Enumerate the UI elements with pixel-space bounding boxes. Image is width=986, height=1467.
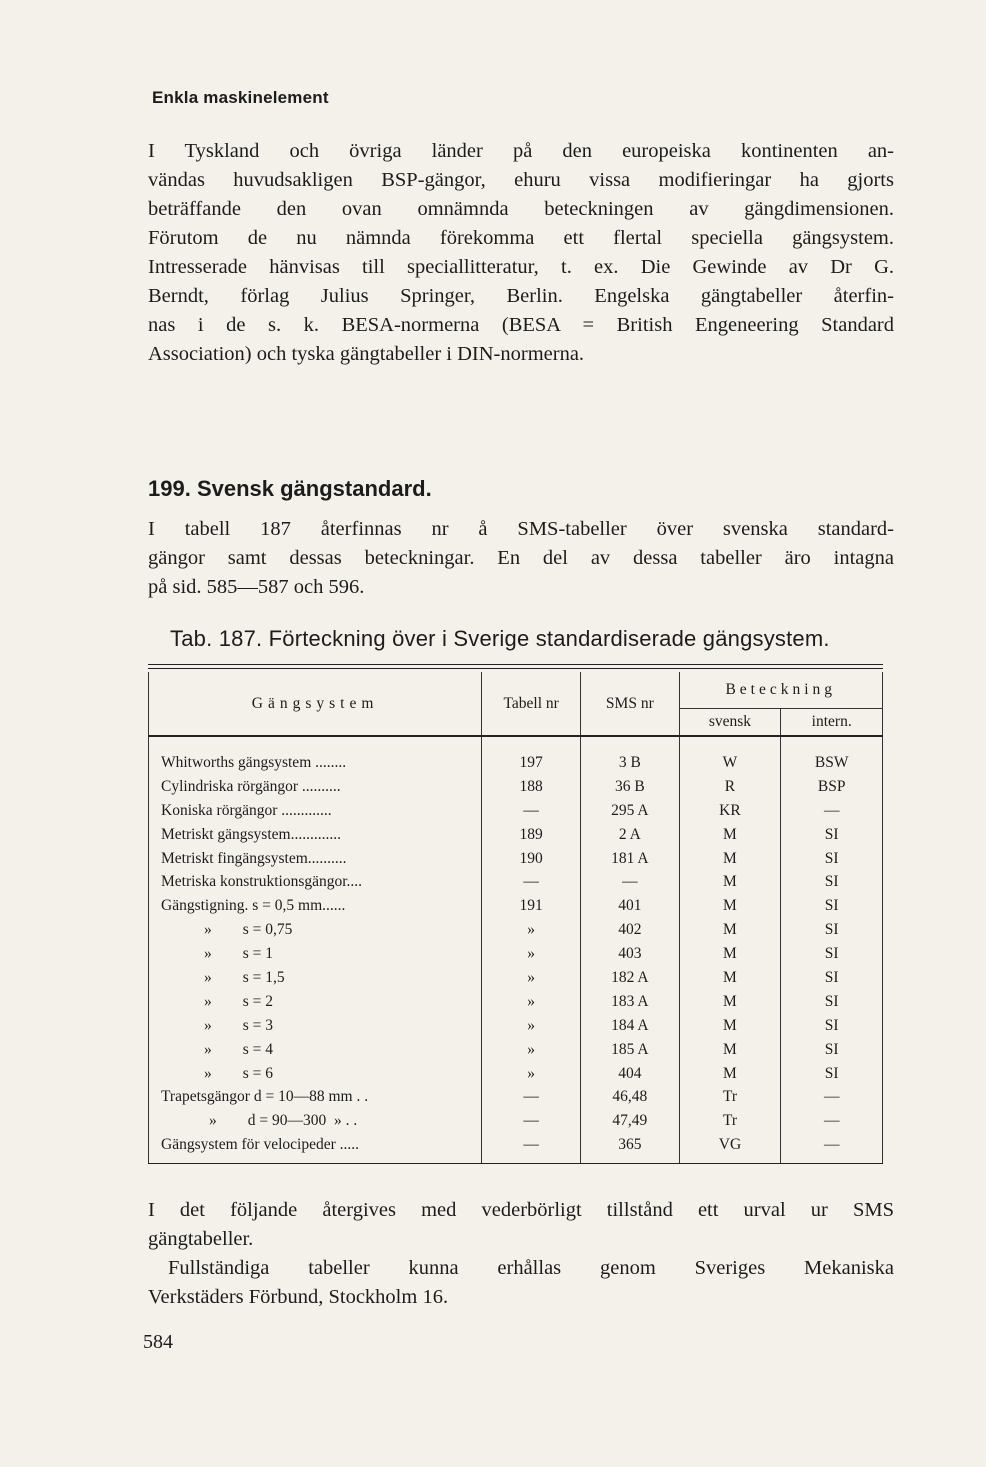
cell-sms: 2 A	[581, 823, 679, 847]
cell-svensk: M	[679, 823, 781, 847]
section-title: Svensk gängstandard.	[196, 476, 432, 501]
cell-svensk: M	[679, 847, 781, 871]
text-line: Berndt, förlag Julius Springer, Berlin. Engelska gängtabeller återfin-	[148, 285, 894, 307]
cell-intern: SI	[781, 1038, 883, 1062]
cell-sms: 46,48	[581, 1085, 679, 1109]
text-line: Fullständiga tabeller kunna erhållas genom Sveriges Mekaniska	[168, 1257, 894, 1279]
cell-tabell: —	[482, 799, 581, 823]
page-number: 584	[143, 1331, 173, 1353]
table-row	[149, 918, 883, 942]
header-sms: SMS nr	[581, 672, 679, 736]
cell-intern: SI	[781, 894, 883, 918]
cell-tabell: 188	[482, 775, 581, 799]
cell-svensk: M	[679, 1038, 781, 1062]
text-line: vändas huvudsakligen BSP-gängor, ehuru vissa modifieringar ha gjorts	[148, 169, 894, 191]
table-row	[149, 1014, 883, 1038]
text-line: Förutom de nu nämnda förekomma ett flertal speciella gängsystem.	[148, 227, 894, 249]
cell-tabell: 191	[482, 894, 581, 918]
section-paragraph	[148, 515, 894, 602]
text-line: nas i de s. k. BESA-normerna (BESA = British Engeneering Standard	[148, 314, 894, 336]
cell-sms: 295 A	[581, 799, 679, 823]
cell-svensk: M	[679, 1014, 781, 1038]
cell-intern: SI	[781, 966, 883, 990]
header-svensk: svensk	[679, 709, 781, 737]
running-header: Enkla maskinelement	[152, 88, 329, 107]
table-row	[149, 1085, 883, 1109]
cell-svensk: M	[679, 870, 781, 894]
text-line: gängtabeller.	[148, 1228, 254, 1250]
cell-svensk: M	[679, 966, 781, 990]
table-row	[149, 942, 883, 966]
header-intern: intern.	[781, 709, 883, 737]
cell-svensk: M	[679, 1062, 781, 1086]
cell-system: Gängstigning. s = 0,5 mm......	[149, 894, 482, 918]
cell-sms: 403	[581, 942, 679, 966]
table-row	[149, 894, 883, 918]
table-row	[149, 736, 883, 775]
cell-sms: 402	[581, 918, 679, 942]
cell-svensk: M	[679, 894, 781, 918]
text-line: Intresserade hänvisas till speciallitteratur, t. ex. Die Gewinde av Dr G.	[148, 256, 894, 278]
text-line: I tabell 187 återfinnas nr å SMS-tabeller över svenska standard-	[148, 518, 894, 540]
cell-tabell: »	[482, 942, 581, 966]
cell-tabell: 197	[482, 736, 581, 775]
cell-svensk: W	[679, 736, 781, 775]
thread-system-table	[148, 672, 883, 1164]
table-row	[149, 799, 883, 823]
cell-svensk: VG	[679, 1133, 781, 1163]
table-top-rule	[148, 668, 883, 669]
text-line: på sid. 585—587 och 596.	[148, 576, 365, 598]
header-beteckning: Beteckning	[679, 672, 882, 709]
cell-system: » s = 4	[149, 1038, 482, 1062]
cell-system: Metriska konstruktionsgängor....	[149, 870, 482, 894]
cell-tabell: —	[482, 1133, 581, 1163]
section-heading	[148, 476, 432, 502]
cell-sms: 401	[581, 894, 679, 918]
cell-sms: —	[581, 870, 679, 894]
table-row	[149, 823, 883, 847]
cell-sms: 3 B	[581, 736, 679, 775]
cell-svensk: R	[679, 775, 781, 799]
cell-system: » s = 2	[149, 990, 482, 1014]
cell-sms: 404	[581, 1062, 679, 1086]
text-line: I Tyskland och övriga länder på den europeiska kontinenten an-	[148, 140, 894, 162]
table-top-rule	[148, 664, 883, 665]
cell-sms: 365	[581, 1133, 679, 1163]
text-line: I det följande återgives med vederbörligt tillstånd ett urval ur SMS	[148, 1199, 894, 1221]
cell-sms: 47,49	[581, 1109, 679, 1133]
cell-intern: —	[781, 1085, 883, 1109]
cell-svensk: Tr	[679, 1085, 781, 1109]
cell-tabell: »	[482, 918, 581, 942]
cell-intern: SI	[781, 918, 883, 942]
cell-intern: SI	[781, 823, 883, 847]
cell-tabell: »	[482, 1014, 581, 1038]
cell-system: Metriskt gängsystem.............	[149, 823, 482, 847]
closing-paragraph	[148, 1196, 894, 1312]
table-row	[149, 847, 883, 871]
cell-tabell: »	[482, 990, 581, 1014]
cell-system: » s = 0,75	[149, 918, 482, 942]
cell-svensk: M	[679, 942, 781, 966]
cell-tabell: »	[482, 1062, 581, 1086]
text-line: Verkstäders Förbund, Stockholm 16.	[148, 1286, 449, 1308]
cell-intern: —	[781, 799, 883, 823]
cell-system: » s = 1	[149, 942, 482, 966]
cell-intern: SI	[781, 1014, 883, 1038]
table-row	[149, 1109, 883, 1133]
cell-system: Cylindriska rörgängor ..........	[149, 775, 482, 799]
cell-intern: —	[781, 1109, 883, 1133]
cell-tabell: 190	[482, 847, 581, 871]
text-line: Association) och tyska gängtabeller i DIN-normerna.	[148, 343, 585, 365]
cell-svensk: M	[679, 990, 781, 1014]
table-row	[149, 1038, 883, 1062]
table-row	[149, 1062, 883, 1086]
cell-system: » s = 3	[149, 1014, 482, 1038]
cell-intern: BSW	[781, 736, 883, 775]
table-row	[149, 870, 883, 894]
text-line: gängor samt dessas beteckningar. En del av dessa tabeller äro intagna	[148, 547, 894, 569]
cell-intern: SI	[781, 990, 883, 1014]
cell-intern: BSP	[781, 775, 883, 799]
cell-sms: 184 A	[581, 1014, 679, 1038]
table-row	[149, 775, 883, 799]
header-tabell: Tabell nr	[482, 672, 581, 736]
cell-intern: SI	[781, 847, 883, 871]
cell-tabell: 189	[482, 823, 581, 847]
cell-intern: SI	[781, 942, 883, 966]
cell-system: Koniska rörgängor .............	[149, 799, 482, 823]
cell-tabell: —	[482, 1085, 581, 1109]
text-line: beträffande den ovan omnämnda beteckningen av gängdimensionen.	[148, 198, 894, 220]
header-system: Gängsystem	[149, 672, 482, 736]
cell-tabell: »	[482, 966, 581, 990]
cell-system: » d = 90—300 » . .	[149, 1109, 482, 1133]
cell-sms: 183 A	[581, 990, 679, 1014]
cell-sms: 185 A	[581, 1038, 679, 1062]
intro-paragraph	[148, 137, 894, 369]
cell-sms: 181 A	[581, 847, 679, 871]
cell-tabell: »	[482, 1038, 581, 1062]
table-row	[149, 1133, 883, 1163]
cell-svensk: Tr	[679, 1109, 781, 1133]
cell-system: Whitworths gängsystem ........	[149, 736, 482, 775]
cell-intern: SI	[781, 1062, 883, 1086]
cell-system: » s = 6	[149, 1062, 482, 1086]
table-row	[149, 990, 883, 1014]
section-number: 199.	[148, 476, 191, 501]
cell-system: » s = 1,5	[149, 966, 482, 990]
cell-system: Metriskt fingängsystem..........	[149, 847, 482, 871]
cell-svensk: KR	[679, 799, 781, 823]
cell-tabell: —	[482, 1109, 581, 1133]
cell-system: Trapetsgängor d = 10—88 mm . .	[149, 1085, 482, 1109]
cell-intern: —	[781, 1133, 883, 1163]
cell-tabell: —	[482, 870, 581, 894]
cell-system: Gängsystem för velocipeder .....	[149, 1133, 482, 1163]
cell-svensk: M	[679, 918, 781, 942]
cell-sms: 36 B	[581, 775, 679, 799]
cell-sms: 182 A	[581, 966, 679, 990]
table-caption: Tab. 187. Förteckning över i Sverige standardiserade gängsystem.	[170, 626, 830, 651]
cell-intern: SI	[781, 870, 883, 894]
table-row	[149, 966, 883, 990]
